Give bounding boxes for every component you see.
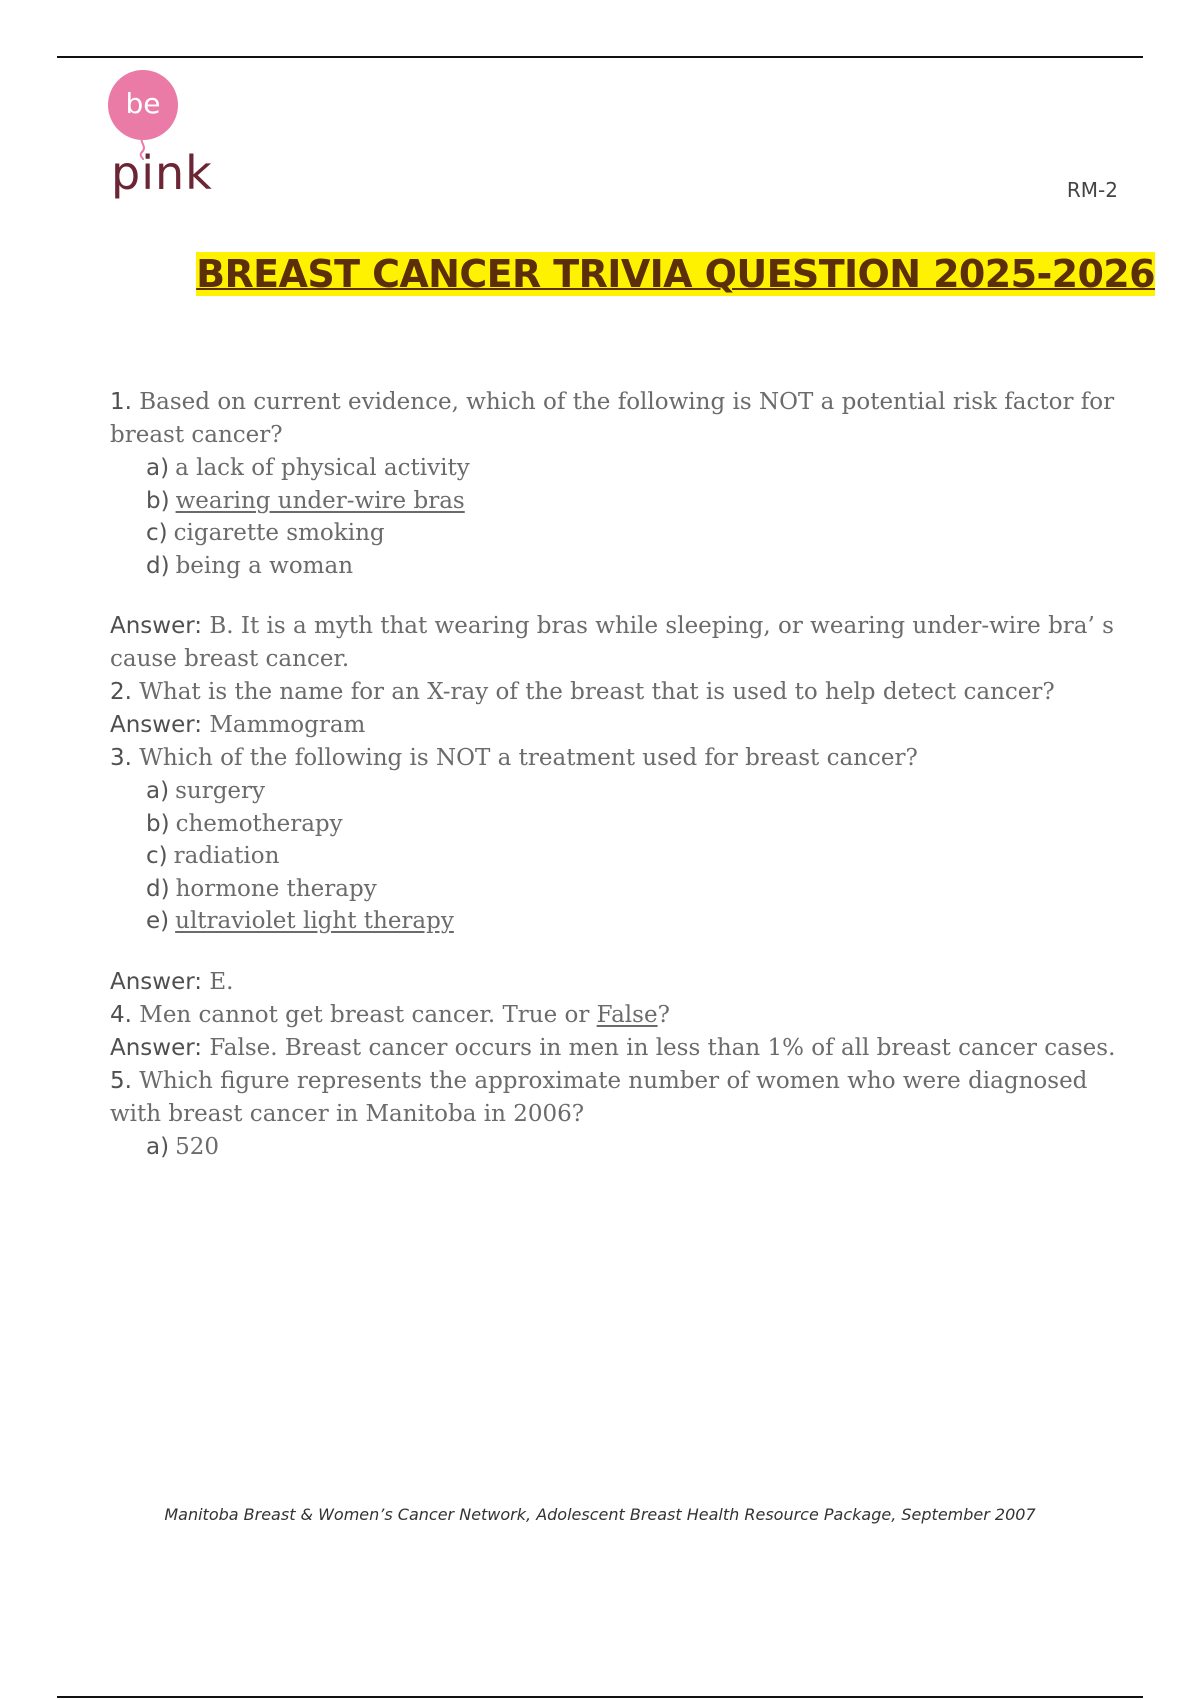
question-text: Based on current evidence, which of the following is NOT a potential risk factor for breast cancer? [110, 389, 1115, 448]
answer-label: Answer: [110, 613, 203, 639]
page-title-text: BREAST CANCER TRIVIA QUESTION 2025-2026 [196, 252, 1155, 296]
option-letter: a) [146, 1133, 170, 1160]
option-text: 520 [175, 1133, 219, 1160]
trivia-content [110, 386, 1120, 1191]
question-number: 2. [110, 679, 132, 705]
question-5 [110, 1065, 1120, 1131]
option-text: radiation [173, 843, 280, 869]
option-text: hormone therapy [175, 875, 377, 902]
option-letter: d) [146, 552, 170, 579]
option-text: surgery [175, 778, 266, 804]
option-text-correct: wearing under-wire bras [175, 487, 465, 514]
option-text: cigarette smoking [173, 520, 385, 546]
option-d [146, 873, 1120, 906]
be-pink-logo [108, 70, 220, 202]
option-a [146, 775, 1120, 808]
option-letter: a) [146, 455, 170, 481]
option-b [146, 808, 1120, 841]
option-b [146, 485, 1120, 518]
page-title [150, 243, 1155, 305]
option-c [146, 517, 1120, 550]
logo-wordmark: pink [111, 146, 213, 200]
question-4 [110, 999, 1120, 1032]
option-letter: c) [146, 843, 168, 869]
option-letter: c) [146, 520, 168, 546]
option-text: a lack of physical activity [175, 455, 470, 481]
answer-text: Mammogram [209, 712, 366, 738]
option-text-correct: ultraviolet light therapy [175, 908, 454, 934]
option-c [146, 840, 1120, 873]
question-3-options [146, 775, 1120, 938]
answer-text: B. It is a myth that wearing bras while sleeping, or wearing under-wire bra’ s cause breast cancer. [110, 613, 1114, 672]
question-number: 5. [110, 1067, 132, 1094]
option-d [146, 550, 1120, 583]
bottom-rule [57, 1696, 1143, 1698]
answer-1 [110, 610, 1120, 676]
top-rule [57, 56, 1143, 58]
option-text: being a woman [175, 552, 354, 579]
answer-label: Answer: [110, 1034, 203, 1061]
answer-text: False. Breast cancer occurs in men in less than 1% of all breast cancer cases. [209, 1034, 1116, 1061]
option-letter: b) [146, 487, 170, 514]
option-a [146, 1131, 1120, 1164]
question-1-options [146, 452, 1120, 582]
logo-balloon: be [108, 70, 178, 140]
question-text: Which of the following is NOT a treatment used for breast cancer? [139, 745, 918, 771]
question-text: Which figure represents the approximate number of women who were diagnosed with breast cancer in Manitoba in 2006? [110, 1067, 1088, 1127]
question-text: Men cannot get breast cancer. True or [139, 1001, 597, 1028]
answer-3 [110, 966, 1120, 999]
answer-text: E. [209, 968, 234, 995]
answer-label: Answer: [110, 968, 203, 995]
answer-4 [110, 1032, 1120, 1065]
footer-citation: Manitoba Breast & Women’s Cancer Network, Adolescent Breast Health Resource Package, September 2007 [164, 1505, 1036, 1524]
answer-label: Answer: [110, 712, 203, 738]
option-letter: e) [146, 908, 170, 934]
question-3 [110, 742, 1120, 775]
question-text-correct: False [596, 1001, 658, 1028]
option-letter: a) [146, 778, 170, 804]
option-letter: b) [146, 810, 170, 837]
question-text: What is the name for an X-ray of the breast that is used to help detect cancer? [139, 679, 1055, 705]
question-5-options [146, 1131, 1120, 1164]
question-1 [110, 386, 1120, 452]
question-number: 1. [110, 389, 132, 415]
question-number: 4. [110, 1001, 132, 1028]
option-text: chemotherapy [175, 810, 343, 837]
option-a [146, 452, 1120, 485]
answer-2 [110, 709, 1120, 742]
question-number: 3. [110, 745, 132, 771]
document-code: RM-2 [1066, 178, 1118, 202]
question-2 [110, 676, 1120, 709]
question-text-end: ? [657, 1001, 670, 1028]
option-e [146, 905, 1120, 938]
option-letter: d) [146, 875, 170, 902]
